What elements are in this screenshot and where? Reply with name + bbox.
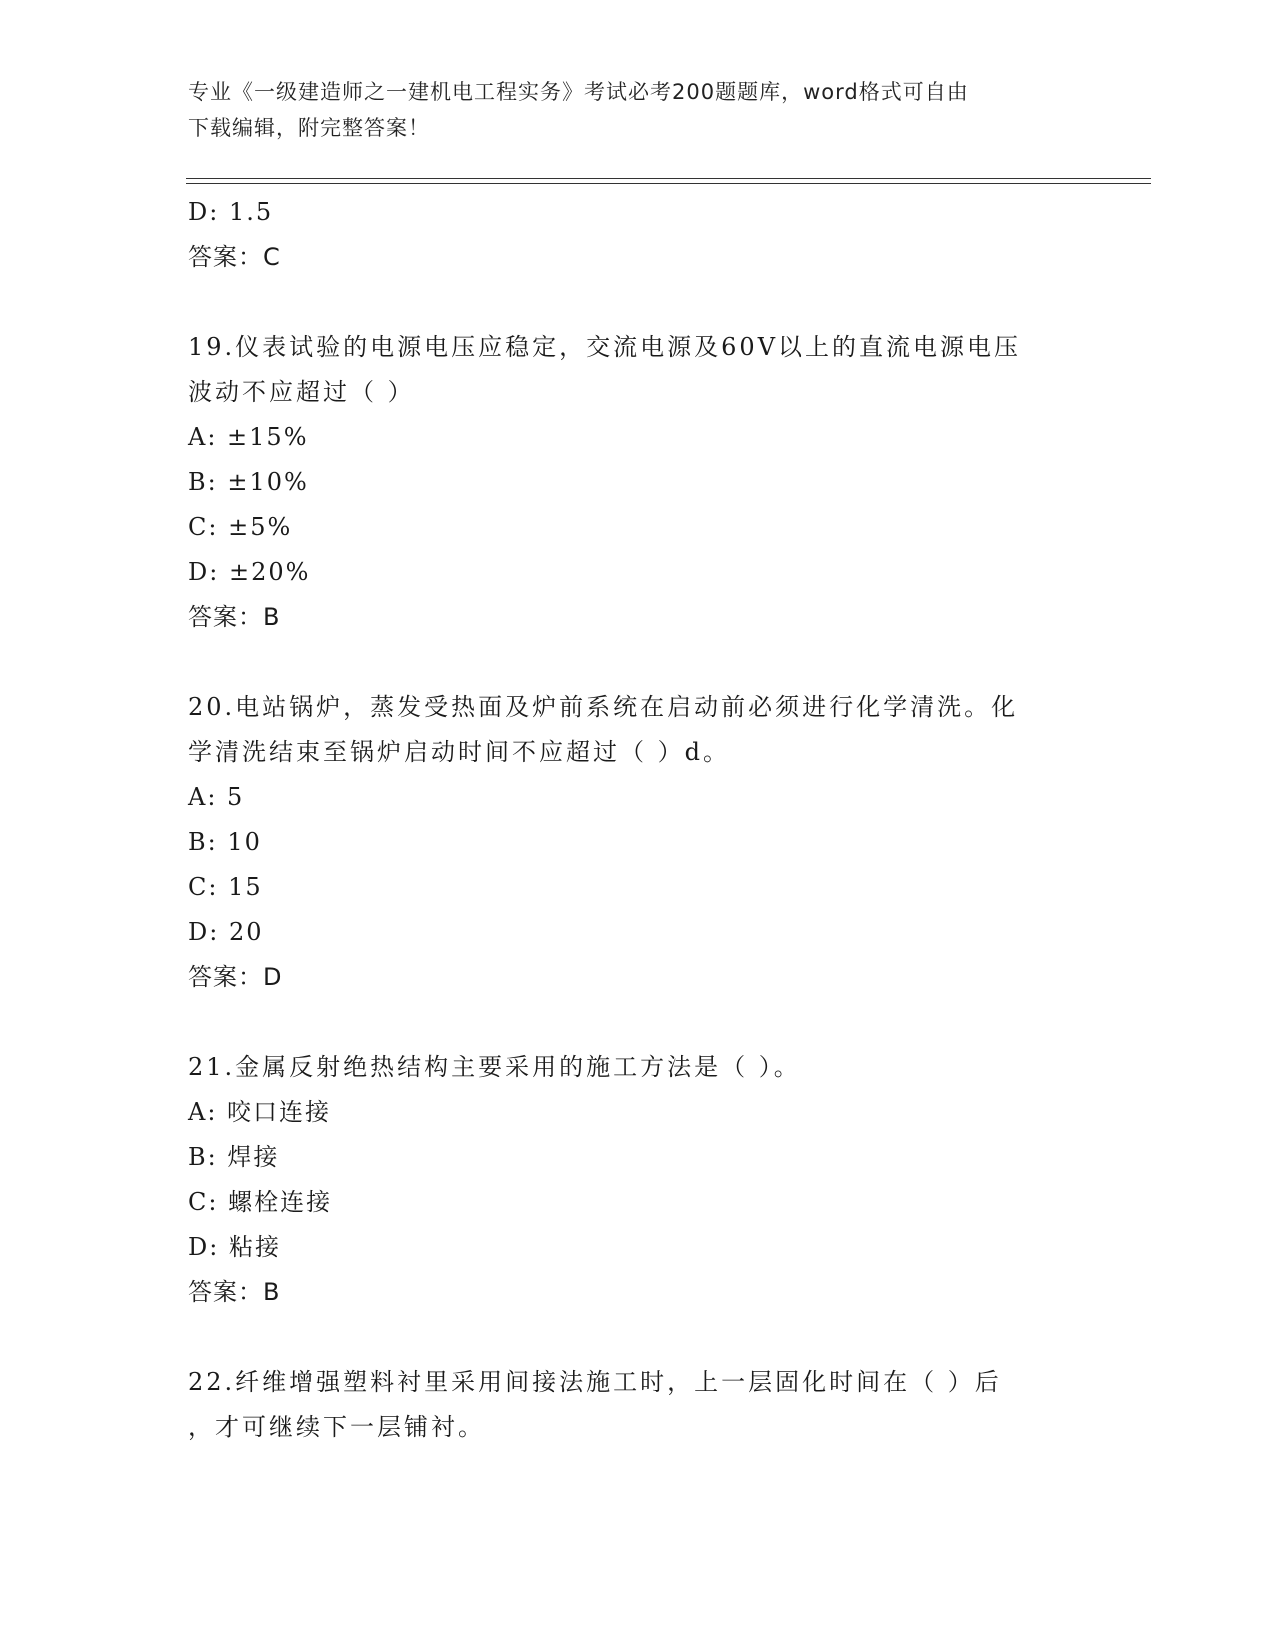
option-b: B: ±10% (188, 468, 309, 496)
question-content (188, 190, 1088, 1450)
question-stem-line-1: 21.金属反射绝热结构主要采用的施工方法是（ ）。 (188, 1053, 801, 1081)
option-c: C: 15 (188, 873, 263, 901)
page-header (188, 74, 1068, 146)
answer-line: 答案：C (188, 243, 281, 271)
question-block-21 (188, 1045, 1088, 1315)
question-block-19 (188, 325, 1088, 640)
header-divider-top (186, 178, 1151, 179)
option-c: C: 螺栓连接 (188, 1188, 333, 1216)
option-d: D: 1.5 (188, 198, 274, 226)
option-a: A: ±15% (188, 423, 309, 451)
spacer (188, 1315, 1088, 1360)
option-d: D: ±20% (188, 558, 311, 586)
option-b: B: 焊接 (188, 1143, 280, 1171)
header-line-2: 下载编辑，附完整答案！ (188, 116, 430, 140)
question-stem-line-1: 20.电站锅炉，蒸发受热面及炉前系统在启动前必须进行化学清洗。化 (188, 693, 1019, 721)
spacer (188, 1000, 1088, 1045)
header-line-1: 专业《一级建造师之一建机电工程实务》考试必考200题题库，word格式可自由 (188, 80, 969, 104)
question-block-22 (188, 1360, 1088, 1450)
spacer (188, 640, 1088, 685)
option-d: D: 粘接 (188, 1233, 281, 1261)
option-a: A: 咬口连接 (188, 1098, 332, 1126)
answer-line: 答案：B (188, 603, 281, 631)
spacer (188, 280, 1088, 325)
question-block-20 (188, 685, 1088, 1000)
question-stem-line-2: 学清洗结束至锅炉启动时间不应超过（ ）d。 (188, 738, 730, 766)
question-stem-line-2: ，才可继续下一层铺衬。 (188, 1413, 485, 1441)
option-d: D: 20 (188, 918, 264, 946)
header-divider-bottom (186, 183, 1151, 184)
option-c: C: ±5% (188, 513, 293, 541)
question-stem-line-1: 19.仪表试验的电源电压应稳定，交流电源及60V以上的直流电源电压 (188, 333, 1022, 361)
answer-line: 答案：D (188, 963, 283, 991)
option-b: B: 10 (188, 828, 262, 856)
answer-line: 答案：B (188, 1278, 281, 1306)
option-a: A: 5 (188, 783, 245, 811)
question-stem-line-2: 波动不应超过（ ） (188, 378, 415, 406)
question-stem-line-1: 22.纤维增强塑料衬里采用间接法施工时，上一层固化时间在（ ）后 (188, 1368, 1002, 1396)
